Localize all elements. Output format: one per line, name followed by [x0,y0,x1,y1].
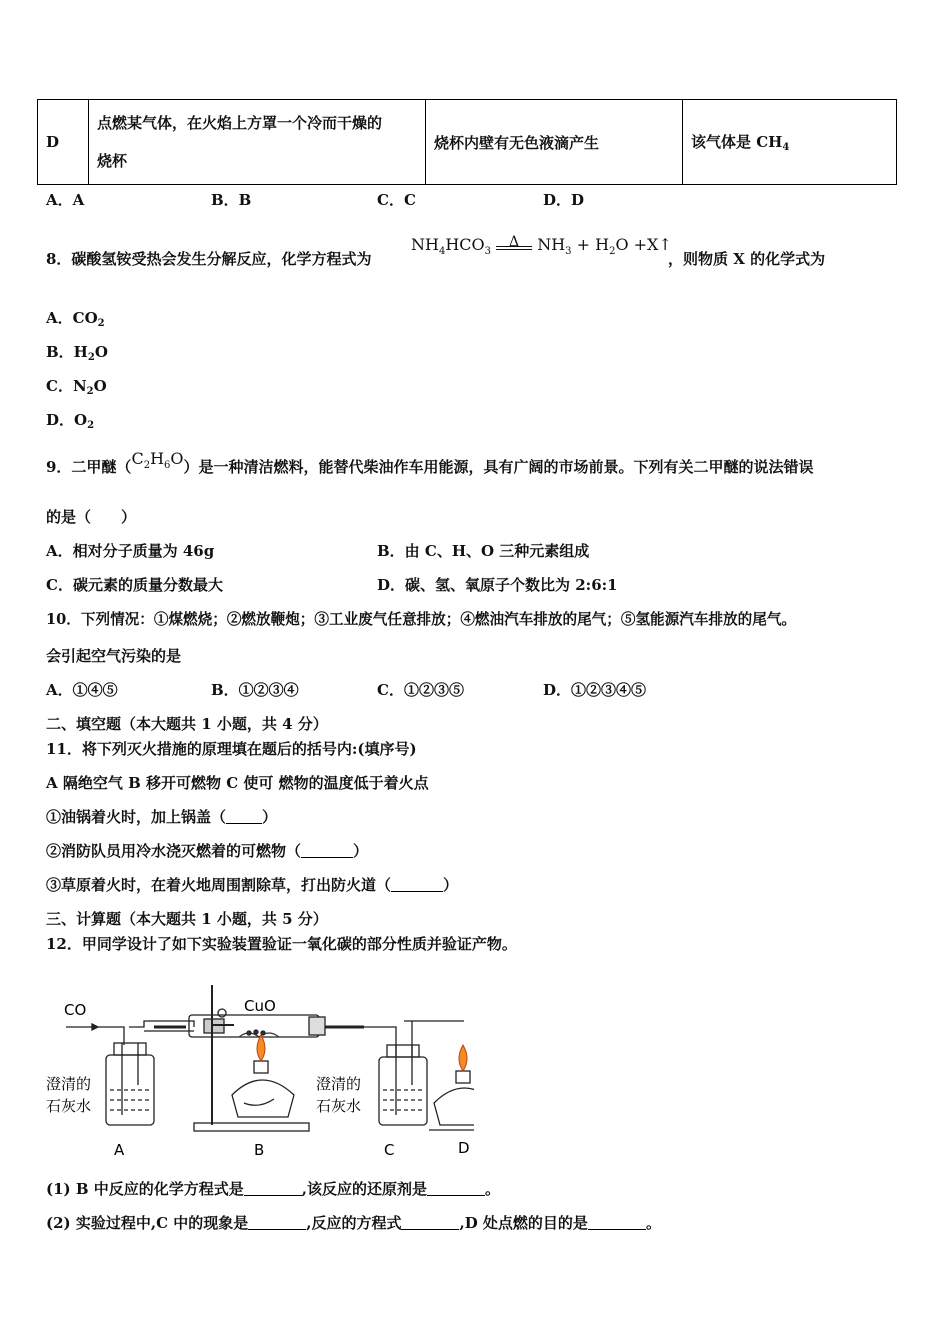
q12-blank-phenomenon[interactable] [248,1215,306,1230]
label-co: CO [64,1001,87,1019]
q9-stem [46,449,814,479]
label-cuo: CuO [244,997,276,1015]
clamp-icon [218,1009,226,1017]
experiment-table-row [37,99,897,185]
q8-equation [411,235,672,257]
q8-text-before: 8．碳酸氢铵受热会发生分解反应，化学方程式为 [46,250,372,268]
q11-stem: 11．将下列灭火措施的原理填在题后的括号内:(填序号) [46,740,417,758]
operation-line1: 点燃某气体，在火焰上方罩一个冷而干燥的 [97,114,383,132]
q9-option-d[interactable]: D．碳、氢、氧原子个数比为 2:6:1 [377,576,618,594]
label-d: D [458,1139,470,1157]
q8-text-after: ，则物质 X 的化学式为 [668,250,826,268]
label-b: B [254,1141,265,1159]
q11-choices: A 隔绝空气 B 移开可燃物 C 使可 燃物的温度低于着火点 [46,774,429,792]
label-c: C [384,1141,395,1159]
q10-option-a[interactable]: A．①④⑤ [46,681,118,699]
eq-sub3: 3 [484,246,492,257]
q10-line1: 10．下列情况：①煤燃烧；②燃放鞭炮；③工业废气任意排放；④燃油汽车排放的尾气；⑤氢能源汽车排放的尾气。 [46,611,797,628]
q9-formula: $C_2H_6O$ [131,449,184,471]
label-limewater-c2: 石灰水 [316,1097,362,1115]
eq-plus-h: + H [571,235,610,254]
phenomenon-cell: 烧杯内壁有无色液滴产生 [426,100,683,185]
eq-condition: Δ [509,234,520,250]
q8-option-b[interactable]: B．$H_2O$ [46,343,108,363]
q10-option-c[interactable]: C．①②③⑤ [377,681,464,699]
q11-item3: ③草原着火时，在着火地周围割除草，打出防火道（ ） [46,876,459,894]
q9-option-a[interactable]: A．相对分子质量为 46g [46,542,215,560]
apparatus-figure [44,985,474,1165]
q10-option-b[interactable]: B．①②③④ [211,681,299,699]
eq-hco: HCO [445,235,485,254]
label-a: A [114,1141,125,1159]
burner-b [232,1080,294,1117]
q11-blank3[interactable] [391,877,443,892]
conclusion-sub: 4 [782,142,790,153]
section2-heading: 二、填空题（本大题共 1 小题，共 4 分） [46,715,328,733]
q7-option-a[interactable]: A．A [46,191,85,209]
q10-option-d[interactable]: D．①②③④⑤ [543,681,647,699]
q12-blank-c-equation[interactable] [401,1215,459,1230]
conclusion-cell [683,100,897,185]
q8-option-c[interactable]: C．$N_2O$ [46,377,107,397]
q9-line2: 的是（ ） [46,508,137,526]
q7-option-d[interactable]: D．D [543,191,585,209]
eq-nh: NH [411,235,439,254]
q8-option-d[interactable]: D．$O_2$ [46,411,95,431]
conclusion-text: 该气体是 CH [691,133,783,151]
flame-b-icon [257,1035,265,1061]
q7-option-b[interactable]: B．B [211,191,252,209]
q10-line2: 会引起空气污染的是 [46,647,182,665]
q9-text-before: 9．二甲醚（ [46,458,132,476]
q12-blank-purpose[interactable] [588,1215,646,1230]
bottle-a-neck [114,1043,146,1055]
eq-sub2: 2 [609,246,616,257]
q9-option-b[interactable]: B．由 C、H、O 三种元素组成 [377,542,590,560]
q12-sub2: (2) 实验过程中,C 中的现象是 ,反应的方程式 ,D 处点燃的目的是 。 [46,1214,661,1232]
q11-item2: ②消防队员用冷水浇灭燃着的可燃物（ ） [46,842,369,860]
q9-text-after: ）是一种清洁燃料，能替代柴油作车用能源，具有广阔的市场前景。下列有关二甲醚的说法错误 [183,458,814,476]
q11-item1: ①油锅着火时，加上锅盖（ ） [46,808,278,826]
q11-blank2[interactable] [301,843,353,858]
q12-blank-reductant[interactable] [427,1181,485,1196]
row-label: D [38,100,89,185]
q7-option-c[interactable]: C．C [377,191,416,209]
operation-line2: 烧杯 [97,152,128,170]
eq-nh3: NH [537,235,566,254]
label-limewater-c1: 澄清的 [316,1075,362,1093]
q9-option-c[interactable]: C．碳元素的质量分数最大 [46,576,223,594]
flame-d-icon [459,1045,467,1071]
q12-stem: 12．甲同学设计了如下实验装置验证一氧化碳的部分性质并验证产物。 [46,935,517,953]
q12-blank-equation[interactable] [244,1181,302,1196]
co-arrowhead-icon [92,1024,98,1030]
label-limewater-a2: 石灰水 [46,1097,92,1115]
q11-blank1[interactable] [226,809,262,824]
eq-o-x: O +X↑ [615,235,672,254]
operation-cell [89,100,426,185]
eq-sub3b: 3 [565,246,572,257]
eq-sub4: 4 [438,246,446,257]
label-limewater-a1: 澄清的 [46,1075,92,1093]
burner-d [434,1088,474,1125]
bottle-c [379,1057,427,1125]
q8-option-a[interactable]: A．$CO_2$ [46,309,105,329]
section3-heading: 三、计算题（本大题共 1 小题，共 5 分） [46,910,328,928]
q12-sub1: (1) B 中反应的化学方程式是 ,该反应的还原剂是 。 [46,1180,501,1198]
